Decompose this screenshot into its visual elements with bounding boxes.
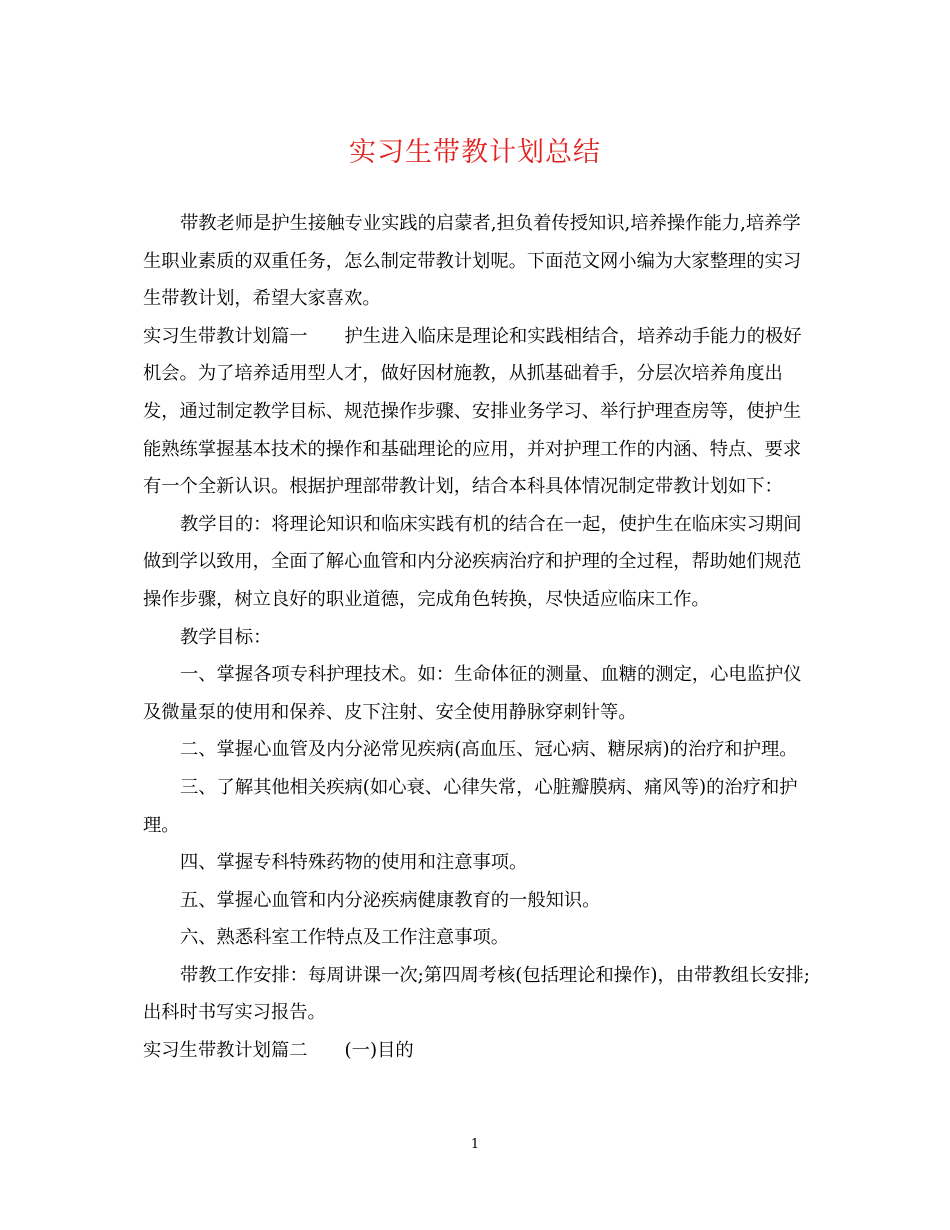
document-title: 实习生带教计划总结 (349, 137, 601, 168)
document-body (143, 205, 813, 1070)
section1-text: 护生进入临床是理论和实践相结合，培养动手能力的极好机会。为了培养适用型人才，做好因材施教，从抓基础着手，分层次培养角度出发，通过制定教学目标、规范操作步骤、安排业务学习、举行护理查房等，使护生能熟练掌握基本技术的操作和基础理论的应用，并对护理工作的内涵、特点、要求有一个全新认识。根据护理部带教计划，结合本科具体情况制定带教计划如下： (143, 325, 802, 498)
section2-paragraph (143, 1032, 813, 1070)
goal-item: 四、掌握专科特殊药物的使用和注意事项。 (180, 852, 528, 874)
goals-heading: 教学目标： (180, 626, 272, 648)
goal-item: 五、掌握心血管和内分泌疾病健康教育的一般知识。 (180, 889, 601, 911)
section2-text: (一)目的 (344, 1040, 414, 1062)
goal-item: 二、掌握心血管及内分泌常见疾病(高血压、冠心病、糖尿病)的治疗和护理。 (180, 739, 798, 761)
goal-item: 六、熟悉科室工作特点及工作注意事项。 (180, 927, 510, 949)
section1-heading: 实习生带教计划篇一 (143, 325, 308, 347)
goal-item: 一、掌握各项专科护理技术。如：生命体征的测量、血糖的测定，心电监护仪及微量泵的使用和保养、皮下注射、安全使用静脉穿刺针等。 (143, 664, 802, 723)
goal-item: 三、了解其他相关疾病(如心衰、心律失常，心脏瓣膜病、痛风等)的治疗和护理。 (143, 776, 798, 836)
page-number: 1 (470, 1137, 480, 1152)
purpose-paragraph: 教学目的：将理论知识和临床实践有机的结合在一起，使护生在临床实习期间做到学以致用，全面了解心血管和内分泌疾病治疗和护理的全过程，帮助她们规范操作步骤，树立良好的职业道德，完成角色转换，尽快适应临床工作。 (143, 513, 802, 610)
arrangement-paragraph: 带教工作安排：每周讲课一次;第四周考核(包括理论和操作)，由带教组长安排;出科时书写实习报告。 (143, 964, 810, 1024)
section1-paragraph (143, 318, 813, 506)
section2-heading: 实习生带教计划篇二 (143, 1040, 308, 1062)
intro-paragraph: 带教老师是护生接触专业实践的启蒙者,担负着传授知识,培养操作能力,培养学生职业素质的双重任务，怎么制定带教计划呢。下面范文网小编为大家整理的实习生带教计划，希望大家喜欢。 (143, 213, 802, 310)
